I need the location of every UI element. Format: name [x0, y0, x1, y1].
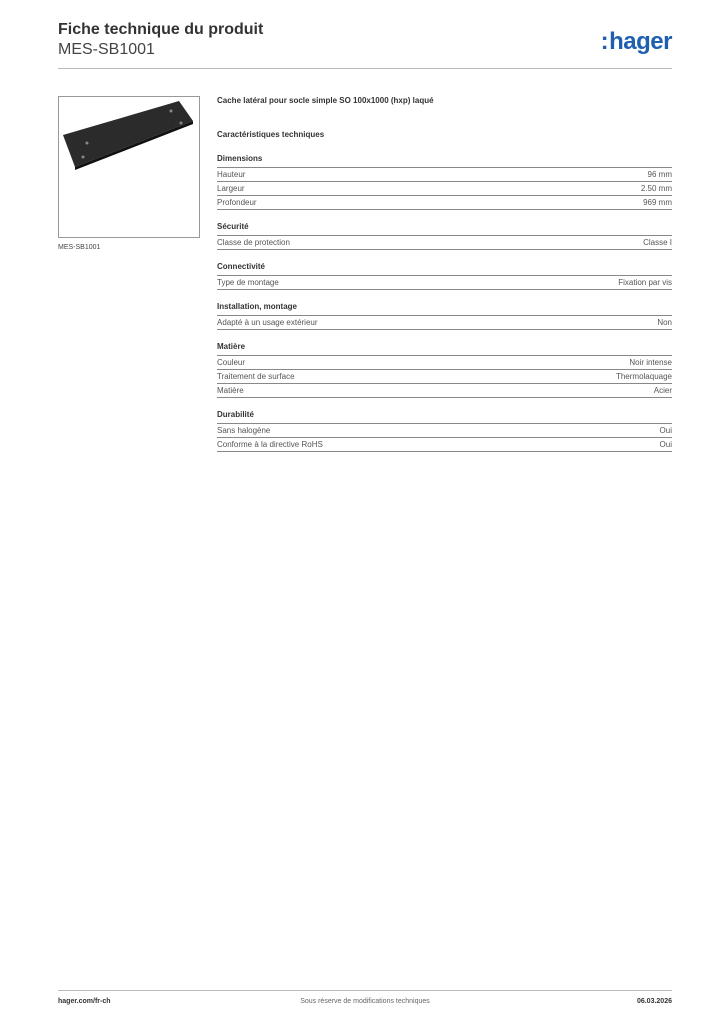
- spec-value: Acier: [653, 386, 672, 395]
- hager-logo: :hager: [600, 28, 672, 55]
- spec-row: [217, 182, 672, 196]
- page-footer: [58, 998, 672, 1010]
- spec-group: [217, 342, 672, 398]
- spec-row: [217, 384, 672, 398]
- spec-group: [217, 302, 672, 330]
- spec-label: Matière: [217, 386, 244, 395]
- spec-value: 2.50 mm: [640, 184, 672, 193]
- spec-label: Sans halogène: [217, 426, 271, 435]
- spec-row: [217, 356, 672, 370]
- spec-row: [217, 236, 672, 250]
- footer-disclaimer: Sous réserve de modifications techniques: [300, 998, 430, 1005]
- spec-group-title: Sécurité: [217, 222, 672, 236]
- spec-value: Thermolaquage: [615, 372, 672, 381]
- footer-website[interactable]: hager.com/fr-ch: [58, 998, 111, 1005]
- spec-label: Couleur: [217, 358, 246, 367]
- product-description: Cache latéral pour socle simple SO 100x1000 (hxp) laqué: [217, 96, 434, 105]
- spec-label: Adapté à un usage extérieur: [217, 318, 318, 327]
- footer-divider: [58, 990, 672, 991]
- spec-row: [217, 438, 672, 452]
- header-divider: [58, 68, 672, 69]
- product-image-frame: [58, 96, 200, 238]
- spec-group: [217, 222, 672, 250]
- image-caption: MES-SB1001: [58, 244, 101, 251]
- spec-label: Conforme à la directive RoHS: [217, 440, 323, 449]
- spec-value: 96 mm: [647, 170, 672, 179]
- spec-label: Largeur: [217, 184, 245, 193]
- spec-label: Hauteur: [217, 170, 246, 179]
- product-reference: MES-SB1001: [58, 41, 155, 58]
- spec-value: 969 mm: [643, 198, 672, 207]
- spec-value: Non: [657, 318, 672, 327]
- spec-row: [217, 370, 672, 384]
- spec-row: [217, 424, 672, 438]
- spec-row: [217, 276, 672, 290]
- spec-label: Classe de protection: [217, 238, 290, 247]
- spec-row: [217, 196, 672, 210]
- spec-value: Classe I: [643, 238, 672, 247]
- spec-group-title: Matière: [217, 342, 672, 356]
- spec-group: [217, 262, 672, 290]
- spec-groups: [217, 154, 672, 452]
- spec-group-title: Durabilité: [217, 410, 672, 424]
- specifications: [217, 96, 672, 464]
- spec-value: Oui: [659, 440, 672, 449]
- characteristics-heading: Caractéristiques techniques: [217, 130, 325, 139]
- spec-group-title: Installation, montage: [217, 302, 672, 316]
- spec-value: Fixation par vis: [618, 278, 672, 287]
- spec-label: Profondeur: [217, 198, 257, 207]
- spec-value: Noir intense: [629, 358, 672, 367]
- spec-row: [217, 316, 672, 330]
- document-title: Fiche technique du produit: [58, 21, 264, 38]
- footer-date: 06.03.2026: [636, 998, 672, 1005]
- product-plate-image: [59, 97, 199, 237]
- spec-group: [217, 410, 672, 452]
- page-header: [58, 20, 672, 70]
- spec-value: Oui: [659, 426, 672, 435]
- spec-label: Traitement de surface: [217, 372, 295, 381]
- spec-row: [217, 168, 672, 182]
- spec-label: Type de montage: [217, 278, 279, 287]
- spec-group: [217, 154, 672, 210]
- spec-group-title: Connectivité: [217, 262, 672, 276]
- spec-group-title: Dimensions: [217, 154, 672, 168]
